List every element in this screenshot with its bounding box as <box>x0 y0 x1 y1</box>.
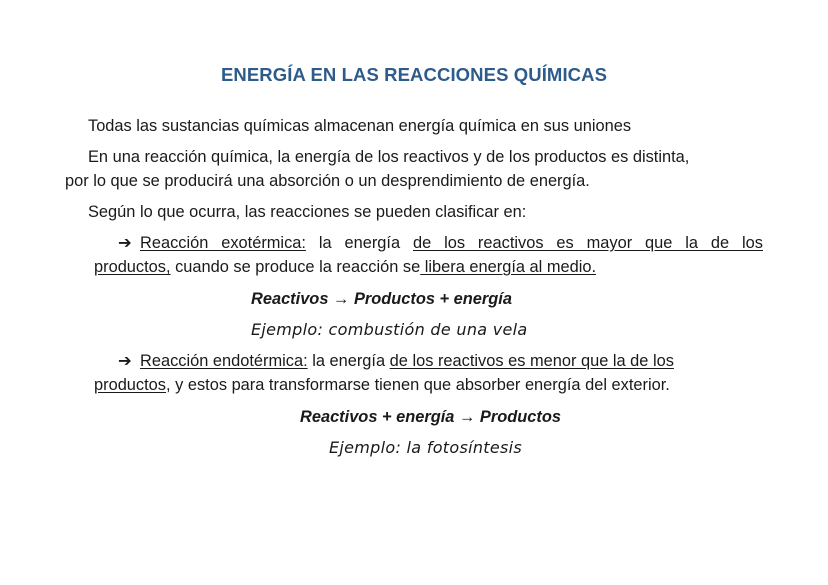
endothermic-text-2: , y estos para transformarse tienen que absorber energía del exterior. <box>165 376 670 394</box>
endothermic-line-2 <box>94 373 670 397</box>
exothermic-term: Reacción exotérmica: <box>140 234 306 252</box>
endothermic-example: Ejemplo: la fotosíntesis <box>329 438 523 457</box>
endothermic-formula: Reactivos + energía → Productos <box>300 408 561 426</box>
reaction-paragraph-line-2: por lo que se producirá una absorción o un desprendimiento de energía. <box>65 172 590 190</box>
endothermic-text-1: la energía <box>307 352 390 370</box>
exothermic-example: Ejemplo: combustión de una vela <box>251 320 528 339</box>
endothermic-line-1 <box>118 349 674 373</box>
exothermic-formula: Reactivos → Productos + energía <box>251 290 512 308</box>
exothermic-underline-2: productos, <box>94 258 171 276</box>
reaction-paragraph-line-1: En una reacción química, la energía de los reactivos y de los productos es distinta, <box>88 148 690 166</box>
exothermic-text-1: la energía <box>305 234 413 252</box>
right-arrow-icon: ➔ <box>118 234 132 252</box>
exothermic-underline-1: de los reactivos es mayor que la de los <box>412 234 763 252</box>
page-title: ENERGÍA EN LAS REACCIONES QUÍMICAS <box>220 64 608 85</box>
endothermic-underline-1: de los reactivos es menor que la de los <box>389 352 674 370</box>
classification-paragraph: Según lo que ocurra, las reacciones se pueden clasificar en: <box>88 203 527 221</box>
intro-paragraph: Todas las sustancias químicas almacenan energía química en sus uniones <box>88 117 632 135</box>
exothermic-line-2 <box>94 255 596 279</box>
endothermic-underline-2: productos <box>94 376 166 394</box>
exothermic-text-2: cuando se produce la reacción se <box>170 258 421 276</box>
exothermic-underline-3: libera energía al medio. <box>420 258 597 276</box>
endothermic-term: Reacción endotérmica: <box>140 352 308 370</box>
exothermic-line-1 <box>118 231 763 255</box>
right-arrow-icon: ➔ <box>118 352 132 370</box>
